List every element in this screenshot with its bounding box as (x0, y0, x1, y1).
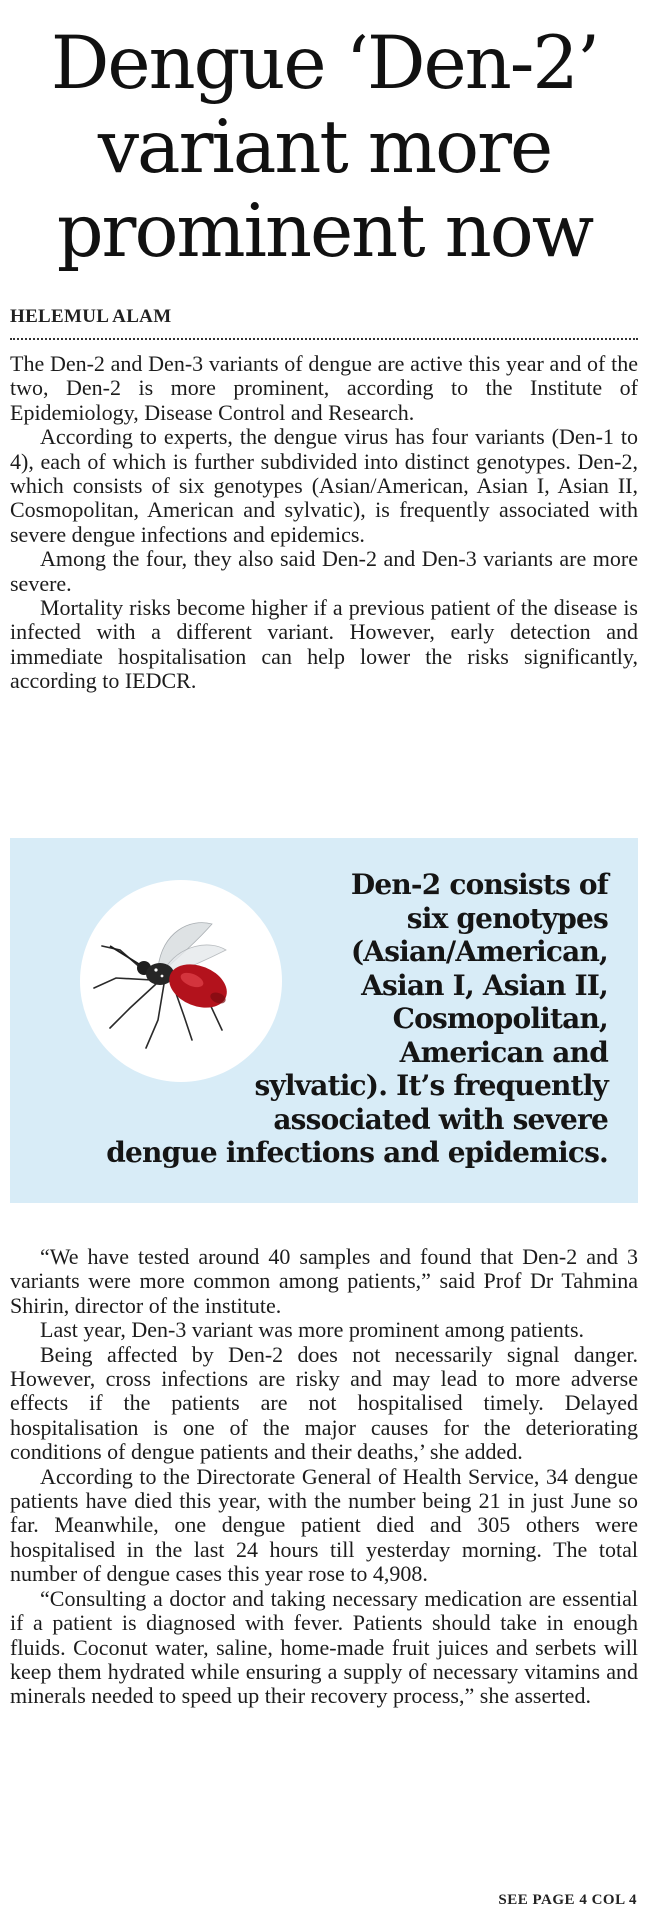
pull-quote-line: (Asian/American, (350, 935, 608, 968)
pull-quote (68, 868, 608, 1170)
paragraph: Mortality risks become higher if a previous patient of the disease is infected with a different variant. However, early detection and immediate hospitalisation can help lower the risks significantly, according to IEDCR. (10, 595, 638, 694)
pull-quote-line: Asian I, Asian II, (361, 968, 608, 1002)
article-body-bottom (10, 1245, 638, 1709)
paragraph: According to experts, the dengue virus has four variants (Den-1 to 4), each of which is further subdivided into distinct genotypes. Den-2, which consists of six genotypes (Asian/American, Asian I, Asian II, Cosmopolitan, American and sylvatic), is frequently associated with severe dengue infections and epidemics. (10, 424, 638, 547)
dotted-divider (10, 338, 638, 340)
paragraph: Among the four, they also said Den-2 and Den-3 variants are more severe. (10, 546, 638, 596)
article-body-top (10, 352, 638, 694)
pull-quote-line: Den-2 consists of (350, 868, 608, 901)
byline: HELEMUL ALAM (10, 306, 172, 327)
pull-quote-line: six genotypes (406, 901, 608, 935)
paragraph: The Den-2 and Den-3 variants of dengue are active this year and of the two, Den-2 is more prominent, according to the Institute of Epidemiology, Disease Control and Research. (10, 351, 638, 425)
pull-quote-line: American and (399, 1035, 608, 1069)
paragraph: According to the Directorate General of Health Service, 34 dengue patients have died this year, with the number being 21 in just June so far. Meanwhile, one dengue patient died and 305 others were hospitalised in the last 24 hours till yesterday morning. The total number of dengue cases this year rose to 4,908. (10, 1463, 638, 1587)
pull-quote-line: sylvatic). It’s frequently (254, 1069, 608, 1102)
paragraph: “Consulting a doctor and taking necessary medication are essential if a patient is diagnosed with fever. Patients should take in enough fluids. Coconut water, saline, home-made fruit juices and serbets will keep them hydrated while ensuring a supply of necessary vitamins and minerals needed to speed up their recovery process,” she asserted. (10, 1585, 638, 1709)
paragraph: Last year, Den-3 variant was more prominent among patients. (40, 1317, 585, 1343)
paragraph: “We have tested around 40 samples and found that Den-2 and 3 variants were more common among patients,” said Prof Dr Tahmina Shirin, director of the institute. (10, 1244, 638, 1318)
continuation-note: SEE PAGE 4 COL 4 (498, 1892, 637, 1908)
pull-quote-line: Cosmopolitan, (392, 1002, 608, 1035)
headline: Dengue ‘Den-2’ variant more prominent now (50, 21, 599, 274)
pull-quote-box (10, 838, 638, 1203)
pull-quote-line: dengue infections and epidemics. (106, 1136, 608, 1169)
pull-quote-line: associated with severe (273, 1102, 608, 1136)
paragraph: Being affected by Den-2 does not necessarily signal danger. However, cross infections are risky and may lead to more adverse effects if the patients are not hospitalised timely. Delayed hospitalisation is one of the major causes for the deteriorating conditions of dengue patients and their deaths,’ she added. (10, 1341, 638, 1465)
